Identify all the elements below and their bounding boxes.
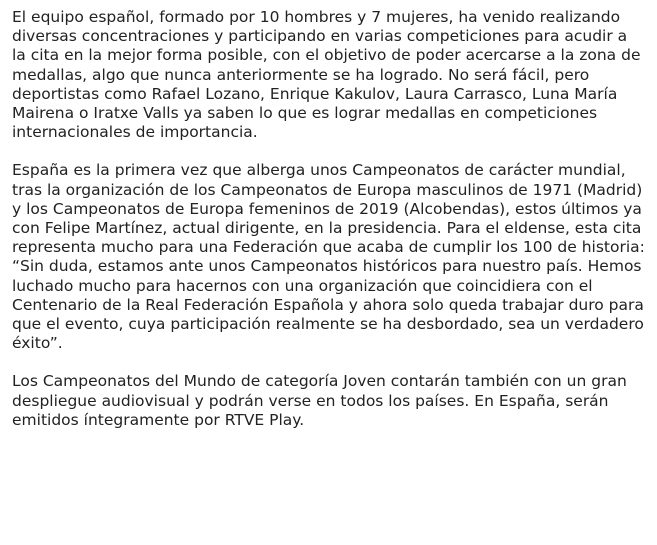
paragraph-broadcast: Los Campeonatos del Mundo de categoría Joven contarán también con un gran despliegue audiovisual y podrán verse en todos los países. En España, serán emitidos íntegramente por RTVE Play. (12, 372, 627, 429)
paragraph-team: El equipo español, formado por 10 hombres y 7 mujeres, ha venido realizando diversas concentraciones y participando en varias competiciones para acudir a la cita en la mejor forma posible, con el objetivo de poder acercarse a la zona de medallas, algo que nunca anteriormente se ha logrado. No será fácil, pero deportistas como Rafael Lozano, Enrique Kakulov, Laura Carrasco, Luna María Mairena o Iratxe Valls ya saben lo que es lograr medallas en competiciones internacionales de importancia. (12, 8, 641, 142)
paragraph-history: España es la primera vez que alberga unos Campeonatos de carácter mundial, tras la organización de los Campeonatos de Europa masculinos de 1971 (Madrid) y los Campeonatos de Europa femeninos de 2019 (Alcobendas), estos últimos ya con Felipe Martínez, actual dirigente, en la presidencia. Para el eldense, esta cita representa mucho para una Federación que acaba de cumplir los 100 de historia: “Sin duda, estamos ante unos Campeonatos históricos para nuestro país. Hemos luchado mucho para hacernos con una organización que coincidiera con el Centenario de la Real Federación Española y ahora solo queda trabajar duro para que el evento, cuya participación realmente se ha desbordado, sea un verdadero éxito”. (12, 161, 645, 353)
